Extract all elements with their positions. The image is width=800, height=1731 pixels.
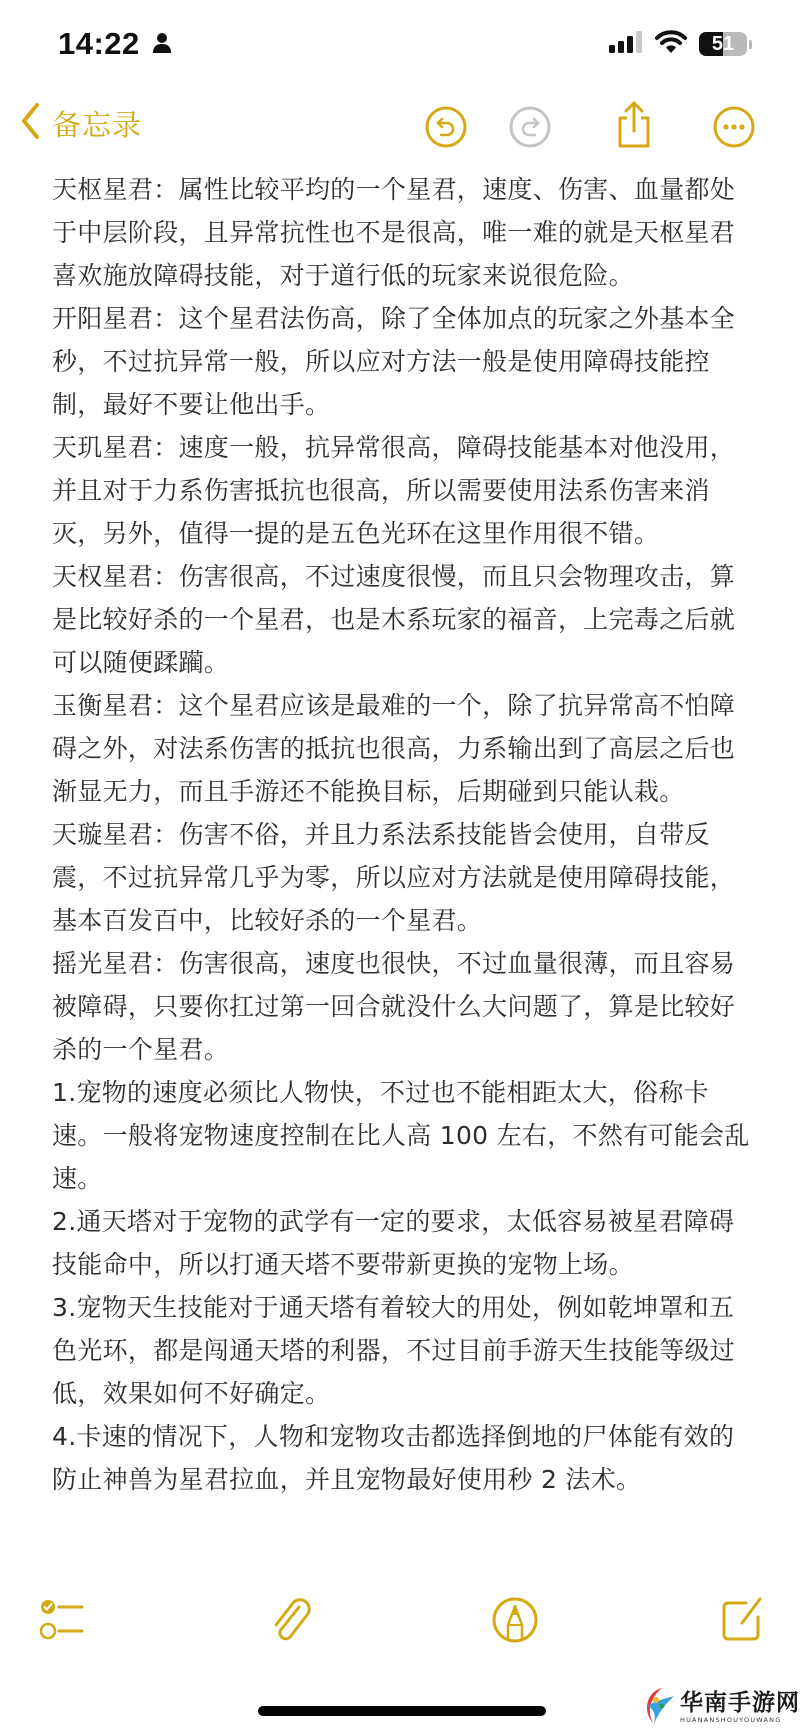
back-label: 备忘录	[52, 107, 143, 142]
watermark-subtitle: HUANANSHOUYOUWANG	[680, 1715, 782, 1724]
watermark-logo-icon	[640, 1684, 676, 1730]
note-tip-4[interactable]: 4.卡速的情况下，人物和宠物攻击都选择倒地的尸体能有效的防止神兽为星君拉血，并且宠物最好使用秒 2 法术。	[52, 1422, 735, 1494]
checklist-icon[interactable]	[38, 1595, 88, 1645]
note-paragraph-tianxuan[interactable]: 天璇星君：伤害不俗，并且力系法系技能皆会使用，自带反震，不过抗异常几乎为零，所以应对方法就是使用障碍技能，基本百发百中，比较好杀的一个星君。	[52, 820, 736, 935]
bottom-toolbar	[0, 1595, 800, 1655]
status-time: 14:22	[58, 26, 140, 61]
watermark-title: 华南手游网	[680, 1689, 800, 1716]
status-bar	[0, 0, 800, 90]
share-icon[interactable]	[612, 100, 656, 150]
note-paragraph-yaoguang[interactable]: 摇光星君：伤害很高，速度也很快，不过血量很薄，而且容易被障碍，只要你扛过第一回合就没什么大问题了，算是比较好杀的一个星君。	[52, 949, 736, 1064]
home-indicator[interactable]	[258, 1706, 546, 1716]
person-icon	[152, 32, 172, 54]
note-paragraph-tianquan[interactable]: 天权星君：伤害很高，不过速度很慢，而且只会物理攻击，算是比较好杀的一个星君，也是木系玩家的福音，上完毒之后就可以随便蹂躏。	[52, 562, 736, 677]
battery-percent: 51	[711, 32, 735, 55]
wifi-icon	[655, 30, 687, 58]
markup-pen-icon[interactable]	[490, 1595, 540, 1645]
status-indicators	[609, 30, 752, 58]
battery-nub	[749, 40, 752, 49]
undo-icon[interactable]	[424, 105, 468, 149]
watermark-text	[680, 1690, 800, 1724]
back-button[interactable]	[20, 102, 142, 144]
note-paragraph-tianji[interactable]: 天玑星君：速度一般，抗异常很高，障碍技能基本对他没用，并且对于力系伤害抵抗也很高，所以需要使用法系伤害来消灭，另外，值得一提的是五色光环在这里作用很不错。	[52, 433, 736, 548]
compose-icon[interactable]	[716, 1595, 766, 1645]
note-body[interactable]	[52, 168, 752, 1501]
note-tip-1[interactable]: 1.宠物的速度必须比人物快，不过也不能相距太大，俗称卡速。一般将宠物速度控制在比人高 100 左右，不然有可能会乱速。	[52, 1078, 750, 1193]
note-tip-2[interactable]: 2.通天塔对于宠物的武学有一定的要求，太低容易被星君障碍技能命中，所以打通天塔不要带新更换的宠物上场。	[52, 1207, 735, 1279]
note-paragraph-tianshu[interactable]: 天枢星君：属性比较平均的一个星君，速度、伤害、血量都处于中层阶段，且异常抗性也不是很高，唯一难的就是天枢星君喜欢施放障碍技能，对于道行低的玩家来说很危险。	[52, 175, 736, 290]
note-paragraph-yuheng[interactable]: 玉衡星君：这个星君应该是最难的一个，除了抗异常高不怕障碍之外，对法系伤害的抵抗也很高，力系输出到了高层之后也渐显无力，而且手游还不能换目标，后期碰到只能认栽。	[52, 691, 736, 806]
redo-icon[interactable]	[508, 105, 552, 149]
paperclip-icon[interactable]	[266, 1595, 316, 1645]
more-icon[interactable]	[712, 105, 756, 149]
chevron-left-icon	[20, 102, 40, 144]
battery-icon	[699, 32, 747, 56]
cellular-signal-icon	[609, 31, 643, 57]
nav-bar	[0, 92, 800, 167]
note-paragraph-kaiyang[interactable]: 开阳星君：这个星君法伤高，除了全体加点的玩家之外基本全秒，不过抗异常一般，所以应对方法一般是使用障碍技能控制，最好不要让他出手。	[52, 304, 736, 419]
note-tip-3[interactable]: 3.宠物天生技能对于通天塔有着较大的用处，例如乾坤罩和五色光环，都是闯通天塔的利器，不过目前手游天生技能等级过低，效果如何不好确定。	[52, 1293, 736, 1408]
watermark	[640, 1682, 800, 1731]
